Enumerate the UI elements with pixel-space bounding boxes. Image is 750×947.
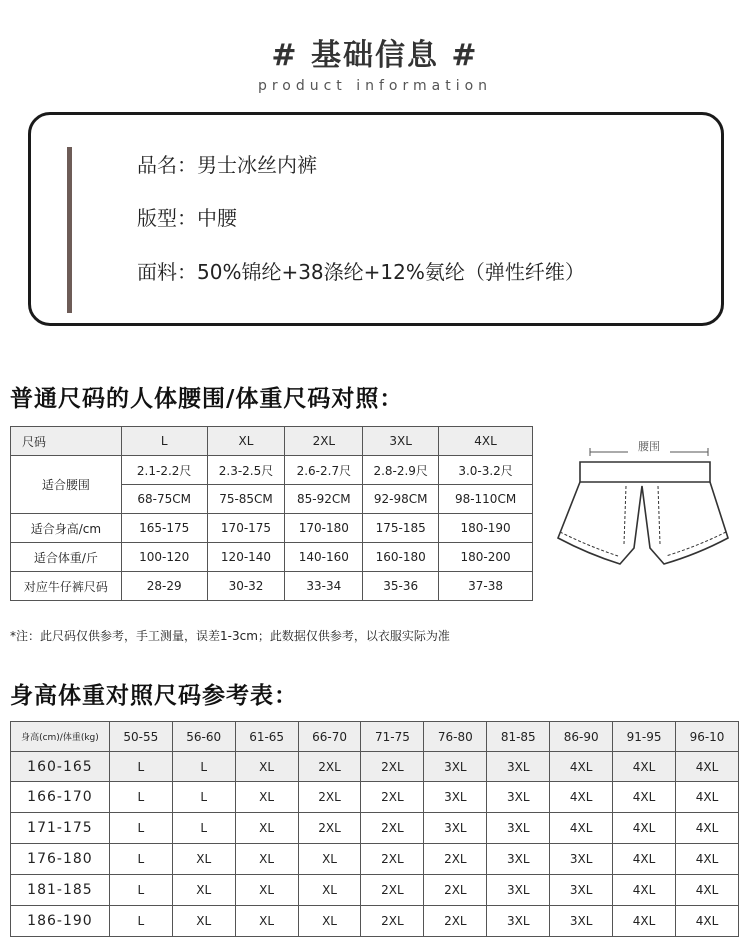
table-cell: 4XL xyxy=(613,875,676,906)
table-row xyxy=(11,722,739,752)
table-cell: 4XL xyxy=(550,782,613,813)
table-cell: 4XL xyxy=(550,813,613,844)
table-cell: XL xyxy=(298,844,361,875)
table-cell: 3XL xyxy=(487,813,550,844)
table-cell: 2XL xyxy=(424,906,487,937)
table-cell: L xyxy=(109,752,172,782)
table-cell: 28-29 xyxy=(121,572,207,601)
table-cell: 4XL xyxy=(550,752,613,782)
row-label: 176-180 xyxy=(11,844,110,875)
row-label: 160-165 xyxy=(11,752,110,782)
table-row xyxy=(11,813,739,844)
table-cell: 2XL xyxy=(361,906,424,937)
table-cell: 85-92CM xyxy=(285,485,363,514)
table-cell: 3XL xyxy=(424,813,487,844)
table-cell: 180-200 xyxy=(439,543,533,572)
table-cell: 2XL xyxy=(298,782,361,813)
table-cell: 33-34 xyxy=(285,572,363,601)
table-cell: XL xyxy=(172,875,235,906)
table-cell: 170-175 xyxy=(207,514,285,543)
table-cell: 3XL xyxy=(550,844,613,875)
row-label: 181-185 xyxy=(11,875,110,906)
row-label: 对应牛仔裤尺码 xyxy=(11,572,122,601)
table-cell: 2XL xyxy=(424,844,487,875)
column-header: 61-65 xyxy=(235,722,298,752)
table-cell: L xyxy=(109,875,172,906)
underwear-diagram xyxy=(548,426,738,596)
table-cell: L xyxy=(109,844,172,875)
table-cell: 2XL xyxy=(298,752,361,782)
table-cell: XL xyxy=(172,906,235,937)
table-cell: 68-75CM xyxy=(121,485,207,514)
table-cell: 75-85CM xyxy=(207,485,285,514)
corner-header: 身高(cm)/体重(kg) xyxy=(11,722,110,752)
table-cell: L xyxy=(172,752,235,782)
waist-label: 腰围 xyxy=(638,440,660,453)
table-row xyxy=(11,514,533,543)
row-label: 适合腰围 xyxy=(11,456,122,514)
table-cell: L xyxy=(109,813,172,844)
table-row xyxy=(11,875,739,906)
column-header: 91-95 xyxy=(613,722,676,752)
column-header: 2XL xyxy=(285,427,363,456)
table-cell: XL xyxy=(298,906,361,937)
table-cell: 30-32 xyxy=(207,572,285,601)
column-header: 56-60 xyxy=(172,722,235,752)
column-header: 76-80 xyxy=(424,722,487,752)
table-cell: 2XL xyxy=(361,782,424,813)
page-title: # 基础信息 # xyxy=(271,38,479,73)
table-cell: 2XL xyxy=(298,813,361,844)
table-cell: XL xyxy=(172,844,235,875)
table-cell: 140-160 xyxy=(285,543,363,572)
table-cell: XL xyxy=(235,752,298,782)
table-cell: 165-175 xyxy=(121,514,207,543)
column-header: 66-70 xyxy=(298,722,361,752)
info-accent-bar xyxy=(67,147,72,313)
table-cell: 3XL xyxy=(487,906,550,937)
column-header: 71-75 xyxy=(361,722,424,752)
table-cell: 3XL xyxy=(424,752,487,782)
info-item-fabric: 面料：50%锦纶+38涤纶+12%氨纶（弹性纤维） xyxy=(137,260,585,284)
table-cell: 4XL xyxy=(613,906,676,937)
table-cell: 4XL xyxy=(676,844,739,875)
reference-chart-heading: 身高体重对照尺码参考表： xyxy=(10,683,298,709)
row-label: 186-190 xyxy=(11,906,110,937)
table-cell: XL xyxy=(235,844,298,875)
table-cell: 3XL xyxy=(424,782,487,813)
size-chart-table xyxy=(10,426,533,601)
table-cell: L xyxy=(109,782,172,813)
table-cell: 180-190 xyxy=(439,514,533,543)
product-info-box xyxy=(28,112,724,326)
table-cell: 2.8-2.9尺 xyxy=(363,456,439,485)
table-cell: 3XL xyxy=(487,752,550,782)
size-note: *注：此尺码仅供参考，手工测量，误差1-3cm；此数据仅供参考，以衣服实际为准 xyxy=(10,629,450,643)
table-cell: 160-180 xyxy=(363,543,439,572)
table-cell: 4XL xyxy=(613,782,676,813)
row-label: 适合体重/斤 xyxy=(11,543,122,572)
table-cell: 92-98CM xyxy=(363,485,439,514)
table-cell: 2.1-2.2尺 xyxy=(121,456,207,485)
table-cell: 3.0-3.2尺 xyxy=(439,456,533,485)
table-cell: 4XL xyxy=(676,875,739,906)
table-row xyxy=(11,427,533,456)
column-header: 3XL xyxy=(363,427,439,456)
table-cell: 170-180 xyxy=(285,514,363,543)
column-header: 50-55 xyxy=(109,722,172,752)
table-cell: 120-140 xyxy=(207,543,285,572)
table-cell: 37-38 xyxy=(439,572,533,601)
table-cell: 2XL xyxy=(424,875,487,906)
column-header: 尺码 xyxy=(11,427,122,456)
size-chart-heading: 普通尺码的人体腰围/体重尺码对照： xyxy=(10,386,404,412)
table-cell: 4XL xyxy=(613,752,676,782)
column-header: 4XL xyxy=(439,427,533,456)
reference-chart-table xyxy=(10,721,739,937)
column-header: 81-85 xyxy=(487,722,550,752)
table-cell: 4XL xyxy=(676,782,739,813)
column-header: XL xyxy=(207,427,285,456)
table-row xyxy=(11,844,739,875)
table-cell: 2XL xyxy=(361,752,424,782)
table-cell: XL xyxy=(298,875,361,906)
table-cell: XL xyxy=(235,813,298,844)
table-cell: 4XL xyxy=(676,906,739,937)
table-cell: 3XL xyxy=(487,875,550,906)
table-row xyxy=(11,572,533,601)
table-cell: XL xyxy=(235,875,298,906)
column-header: 86-90 xyxy=(550,722,613,752)
table-row xyxy=(11,752,739,782)
table-cell: 2XL xyxy=(361,875,424,906)
table-cell: 35-36 xyxy=(363,572,439,601)
table-cell: 2.6-2.7尺 xyxy=(285,456,363,485)
info-item-fit: 版型：中腰 xyxy=(137,206,237,230)
row-label: 166-170 xyxy=(11,782,110,813)
table-cell: L xyxy=(172,813,235,844)
info-item-name: 品名：男士冰丝内裤 xyxy=(137,153,317,177)
table-row xyxy=(11,456,533,485)
table-cell: 4XL xyxy=(613,844,676,875)
table-cell: L xyxy=(172,782,235,813)
underwear-outline-icon xyxy=(558,462,728,564)
table-cell: 3XL xyxy=(487,844,550,875)
table-cell: 3XL xyxy=(487,782,550,813)
table-cell: 175-185 xyxy=(363,514,439,543)
table-cell: 2XL xyxy=(361,844,424,875)
column-header: 96-10 xyxy=(676,722,739,752)
table-cell: 3XL xyxy=(550,875,613,906)
table-row xyxy=(11,906,739,937)
table-cell: L xyxy=(109,906,172,937)
column-header: L xyxy=(121,427,207,456)
table-cell: 4XL xyxy=(676,813,739,844)
table-cell: XL xyxy=(235,906,298,937)
table-cell: 4XL xyxy=(613,813,676,844)
table-cell: 3XL xyxy=(550,906,613,937)
table-row xyxy=(11,782,739,813)
table-cell: 2XL xyxy=(361,813,424,844)
page-subtitle: product information xyxy=(257,78,493,94)
row-label: 适合身高/cm xyxy=(11,514,122,543)
table-cell: XL xyxy=(235,782,298,813)
table-cell: 4XL xyxy=(676,752,739,782)
table-cell: 98-110CM xyxy=(439,485,533,514)
row-label: 171-175 xyxy=(11,813,110,844)
table-cell: 100-120 xyxy=(121,543,207,572)
table-row xyxy=(11,543,533,572)
table-cell: 2.3-2.5尺 xyxy=(207,456,285,485)
